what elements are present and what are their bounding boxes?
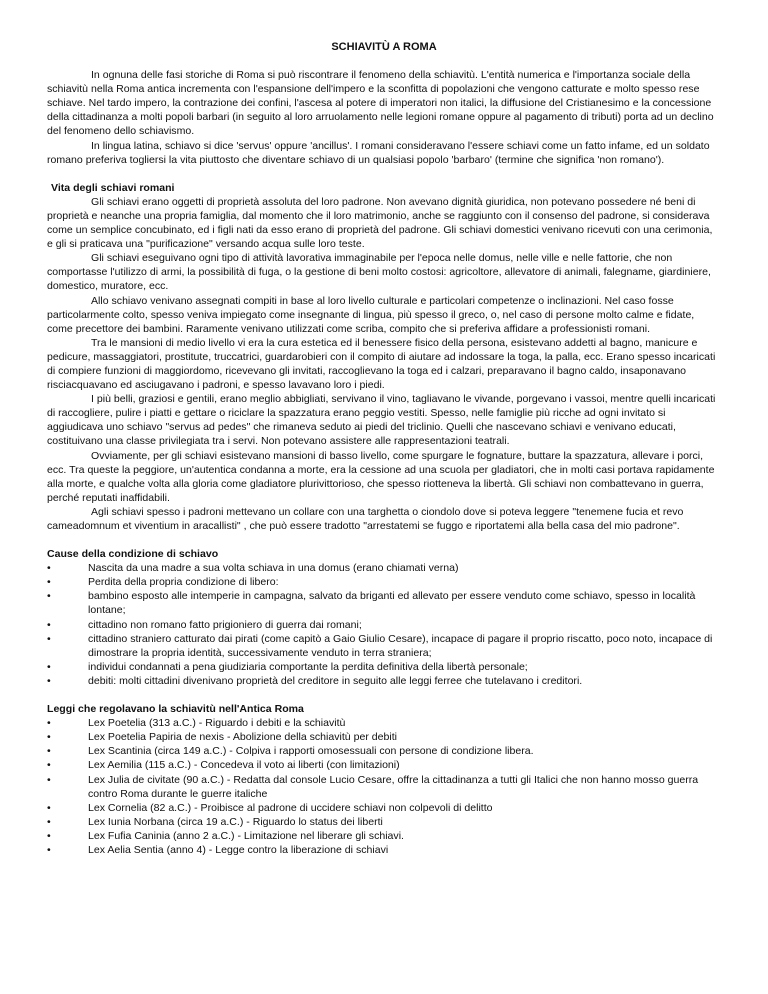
bullet-icon: •: [47, 674, 51, 687]
cause-section: [47, 547, 721, 688]
list-item-text: cittadino non romano fatto prigioniero di guerra dai romani;: [88, 618, 362, 631]
list-item-text: debiti: molti cittadini divenivano proprietà del creditore in seguito alle leggi ferree che tutelavano i creditori.: [88, 674, 583, 687]
list-item-text: Lex Fufia Caninia (anno 2 a.C.) - Limitazione nel liberare gli schiavi.: [88, 829, 404, 842]
intro-section: [47, 68, 721, 167]
body-paragraph: Gli schiavi erano oggetti di proprietà assoluta del loro padrone. Non avevano dignità giuridica, non potevano possedere né beni di proprietà e neanche una propria famiglia, dal momento che il loro matrimonio, anche se raggiunto con il consenso del padrone, si considerava come un semplice concubinato, ed i figli nati da esso erano di proprietà del padrone. Gli schiavi domestici venivano ricevuti con una cerimonia, e gli si praticava una "purificazione" versando acqua sulle loro teste.: [47, 195, 713, 251]
bullet-icon: •: [47, 745, 51, 758]
bullet-icon: •: [47, 562, 51, 575]
bullet-icon: •: [47, 632, 51, 645]
list-item: [47, 660, 721, 674]
leggi-list: [47, 716, 721, 857]
bullet-icon: •: [47, 660, 51, 673]
section-heading-leggi: Leggi che regolavano la schiavitù nell'Antica Roma: [47, 703, 304, 716]
list-item: [47, 801, 721, 815]
list-item: [47, 815, 721, 829]
bullet-icon: •: [47, 618, 51, 631]
list-item-text: Lex Iunia Norbana (circa 19 a.C.) - Riguardo lo status dei liberti: [88, 815, 383, 828]
list-item: [47, 829, 721, 843]
bullet-icon: •: [47, 801, 51, 814]
list-item-text: cittadino straniero catturato dai pirati (come capitò a Gaio Giulio Cesare), incapace di pagare il proprio riscatto, poco noto, incapace di dimostrare la propria identità, successivamente venduto in terra straniera;: [88, 632, 713, 659]
list-item: [47, 773, 721, 801]
list-item: [47, 744, 721, 758]
bullet-icon: •: [47, 773, 51, 786]
body-paragraph: Allo schiavo venivano assegnati compiti in base al loro livello culturale e particolari competenze o inclinazioni. Nel caso fosse particolarmente colto, spesso veniva impiegato come insegnante di lingua, più spesso il greco, o, nel caso di persone molto calme e fidate, come precettore dei bambini. Raramente venivano utilizzati come scriba, compito che si preferiva affidare a professionisti romani.: [47, 294, 695, 335]
list-item-text: individui condannati a pena giudiziaria comportante la perdita definitiva della libertà personale;: [88, 660, 528, 673]
body-paragraph: Tra le mansioni di medio livello vi era la cura estetica ed il benessere fisico della persona, esistevano addetti al bagno, manicure e pedicure, massaggiatori, prostitute, truccatrici, guardarobieri con il compito di aiutare ad indossare la toga, la palla, ecc. Erano spesso incaricati di compiere funzioni di maggiordomo, ricevevano gli invitati, raccoglievano la toga ed i calzari, preparavano il bagno caldo, insaponavano risciacquavano ed asciugavano i padroni, e spesso lavavano loro i piedi.: [47, 336, 716, 392]
body-paragraph: I più belli, graziosi e gentili, erano meglio abbigliati, servivano il vino, tagliavano le vivande, porgevano i vassoi, mentre quelli incaricati di raccogliere, pulire i piatti e gettare o riciclare la spazzatura erano peggio vestiti. Spesso, nelle famiglie più ricche ad ogni invitato si aggiudicava uno schiavo "servus ad pedes" che rimaneva seduto ai piedi del triclinio. Quelli che nascevano schiavi e venivano educati, costituivano una classe privilegiata tra i servi. Non potevano assistere alle rappresentazioni teatrali.: [47, 393, 716, 448]
list-item-text: Lex Scantinia (circa 149 a.C.) - Colpiva i rapporti omosessuali con persone di condizione libera.: [88, 745, 534, 758]
intro-paragraph: In ognuna delle fasi storiche di Roma si può riscontrare il fenomeno della schiavitù. L'entità numerica e l'importanza sociale della schiavitù nella Roma antica incrementa con l'espansione dell'impero e la sconfitta di popolazioni che vengono catturate e molto spesso rese schiave. Nel tardo impero, la contrazione dei confini, l'ascesa al potere di imperatori non italici, la diffusione del Cristianesimo e la concessione della cittadinanza a molti popoli barbari (in seguito al loro arruolamento nelle legioni romane oppure al pagamento di tributi) porta ad un declino del fenomeno dello schiavismo.: [47, 69, 714, 138]
list-item: [47, 730, 721, 744]
bullet-icon: •: [47, 590, 51, 603]
list-item-text: Lex Poetelia (313 a.C.) - Riguardo i debiti e la schiavitù: [88, 717, 346, 730]
list-item-text: Lex Aemilia (115 a.C.) - Concedeva il voto ai liberti (con limitazioni): [88, 759, 400, 772]
body-paragraph: Agli schiavi spesso i padroni mettevano un collare con una targhetta o ciondolo dove si poteva leggere "tenemene fucia et revo cameadomnum et viventium in aracallisti" , che può essere tradotto "arrestatemi se fuggo e riportatemi alla bella casa del mio padrone".: [47, 505, 684, 532]
bullet-icon: •: [47, 815, 51, 828]
list-item: [47, 618, 721, 632]
bullet-icon: •: [47, 576, 51, 589]
list-item-text: Lex Poetelia Papiria de nexis - Abolizione della schiavitù per debiti: [88, 731, 397, 744]
intro-paragraph: In lingua latina, schiavo si dice 'servus' oppure 'ancillus'. I romani consideravano l'essere schiavi come un fatto infame, ed un soldato romano preferiva togliersi la vita piuttosto che diventare schiavo di un qualsiasi popolo 'barbaro' (termine che significa 'non romano').: [47, 139, 710, 166]
list-item: [47, 575, 721, 589]
body-paragraph: Ovviamente, per gli schiavi esistevano mansioni di basso livello, come spurgare le fognature, buttare la spazzatura, allevare i porci, ecc. Tra queste la peggiore, un'autentica condanna a morte, era la cessione ad una scuola per gladiatori, che in molti casi portava rapidamente alla morte, e qualche volta alla gloria come gladiatore plurivittorioso, che spesso riotteneva la libertà. Gli schiavi non combattevano in guerra, perché reputati inaffidabili.: [47, 449, 715, 504]
list-item: [47, 716, 721, 730]
bullet-icon: •: [47, 759, 51, 772]
list-item-text: Nascita da una madre a sua volta schiava in una domus (erano chiamati verna): [88, 562, 459, 575]
list-item-text: Lex Aelia Sentia (anno 4) - Legge contro la liberazione di schiavi: [88, 843, 389, 856]
leggi-section: [47, 702, 721, 857]
body-paragraph: Gli schiavi eseguivano ogni tipo di attività lavorativa immaginabile per l'epoca nelle domus, nelle ville e nelle fattorie, che non comportasse l'utilizzo di armi, la possibilità di fuga, o la gestione di beni molto costosi: agricoltore, allevatore di animali, falegname, giardiniere, domestico, muratore, ecc.: [47, 252, 711, 293]
document-title: SCHIAVITÙ A ROMA: [331, 41, 437, 53]
list-item-text: Lex Cornelia (82 a.C.) - Proibisce al padrone di uccidere schiavi non colpevoli di delitto: [88, 801, 493, 814]
list-item-text: Perdita della propria condizione di libero:: [88, 576, 279, 589]
section-heading-vita: Vita degli schiavi romani: [51, 181, 175, 194]
cause-list: [47, 561, 721, 688]
list-item-text: bambino esposto alle intemperie in campagna, salvato da briganti ed allevato per essere venduto come schiavo, spesso in località lontane;: [88, 590, 696, 617]
list-item: [47, 632, 721, 660]
list-item: [47, 589, 721, 617]
bullet-icon: •: [47, 829, 51, 842]
bullet-icon: •: [47, 731, 51, 744]
bullet-icon: •: [47, 843, 51, 856]
vita-section: [47, 181, 721, 533]
bullet-icon: •: [47, 717, 51, 730]
list-item: [47, 758, 721, 772]
list-item: [47, 561, 721, 575]
list-item: [47, 843, 721, 857]
section-heading-cause: Cause della condizione di schiavo: [47, 548, 219, 561]
list-item-text: Lex Julia de civitate (90 a.C.) - Redatta dal console Lucio Cesare, offre la cittadinanza a tutti gli Italici che non hanno mosso guerra contro Roma durante le guerre italiche: [88, 773, 699, 800]
list-item: [47, 674, 721, 688]
